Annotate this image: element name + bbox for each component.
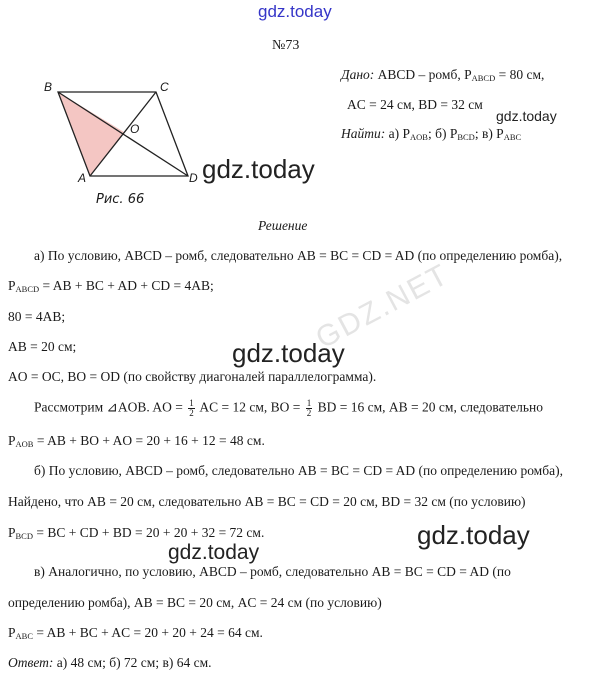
find-line: Найти: а) $P_{AOB}$; б) $P_{BCD}$; в) $P_{ABC}$ (341, 126, 522, 142)
triangle-aob-shade (58, 92, 124, 176)
solution-line-11: в) Аналогично, по условию, ABCD – ромб, следовательно AB = BC = CD = AD (по (34, 564, 511, 579)
solution-line-7: $P_{AOB}$ = AB + BO + AO = 20 + 16 + 12 = 48 см. (8, 433, 265, 449)
solution-line-13: $P_{ABC}$ = AB + BC + AC = 20 + 20 + 24 = 64 см. (8, 625, 263, 641)
solution-line-4: AB = 20 см; (8, 339, 77, 354)
problem-number: №73 (272, 38, 300, 53)
vertex-label-o: O (130, 122, 140, 136)
faint-watermark-stamp: GDZ.NET (310, 257, 455, 356)
answer-label: Ответ: (8, 655, 54, 670)
given-label: Дано: (341, 67, 375, 82)
watermark-right: gdz.today (417, 520, 530, 550)
watermark-top: gdz.today (258, 2, 332, 21)
watermark-near-given: gdz.today (496, 108, 557, 124)
watermark-middle: gdz.today (232, 338, 345, 368)
fraction-half: $\frac{1}{2}$ (306, 398, 312, 418)
solution-line-8: б) По условию, ABCD – ромб, следовательно AB = BC = CD = AD (по определению ромба), (34, 463, 563, 478)
solution-line-1: а) По условию, ABCD – ромб, следовательно AB = BC = CD = AD (по определению ромба), (34, 248, 563, 263)
vertex-label-d: D (189, 171, 198, 185)
vertex-label-b: B (44, 80, 53, 94)
watermark-bottom-left: gdz.today (168, 541, 260, 564)
solution-line-9: Найдено, что AB = 20 см, следовательно AB = BC = CD = 20 см, BD = 32 см (по условию) (8, 494, 526, 509)
solution-line-2: $P_{ABCD}$ = AB + BC + AD + CD = 4AB; (8, 278, 214, 294)
solution-title: Решение (258, 218, 308, 233)
figure-caption: Рис. 66 (96, 192, 145, 207)
solution-line-12: определению ромба), AB = BC = 20 см, AC = 24 см (по условию) (8, 595, 382, 610)
solution-line-5: AO = OC, BO = OD (по свойству диагоналей параллелограмма). (8, 369, 377, 384)
find-label: Найти: (341, 126, 386, 141)
given-line-1: Дано: ABCD – ромб, $P_{ABCD} = 80$ см, (341, 67, 545, 83)
solution-line-3: 80 = 4AB; (8, 309, 66, 324)
given-line-2: AC = 24 см, BD = 32 см (347, 97, 483, 112)
solution-line-10: $P_{BCD}$ = BC + CD + BD = 20 + 20 + 32 = 72 см. (8, 525, 265, 541)
watermark-near-figure: gdz.today (202, 154, 315, 184)
answer-line: Ответ: а) 48 см; б) 72 см; в) 64 см. (8, 655, 212, 670)
solution-line-6: Рассмотрим ⊿AOB. AO = $\frac{1}{2}$ AC = 12 см, BO = $\frac{1}{2}$ BD = 16 см, AB = 20 см, следовательно (34, 398, 543, 418)
vertex-label-c: C (160, 80, 169, 94)
fraction-half: $\frac{1}{2}$ (189, 398, 194, 418)
vertex-label-a: A (78, 171, 87, 185)
